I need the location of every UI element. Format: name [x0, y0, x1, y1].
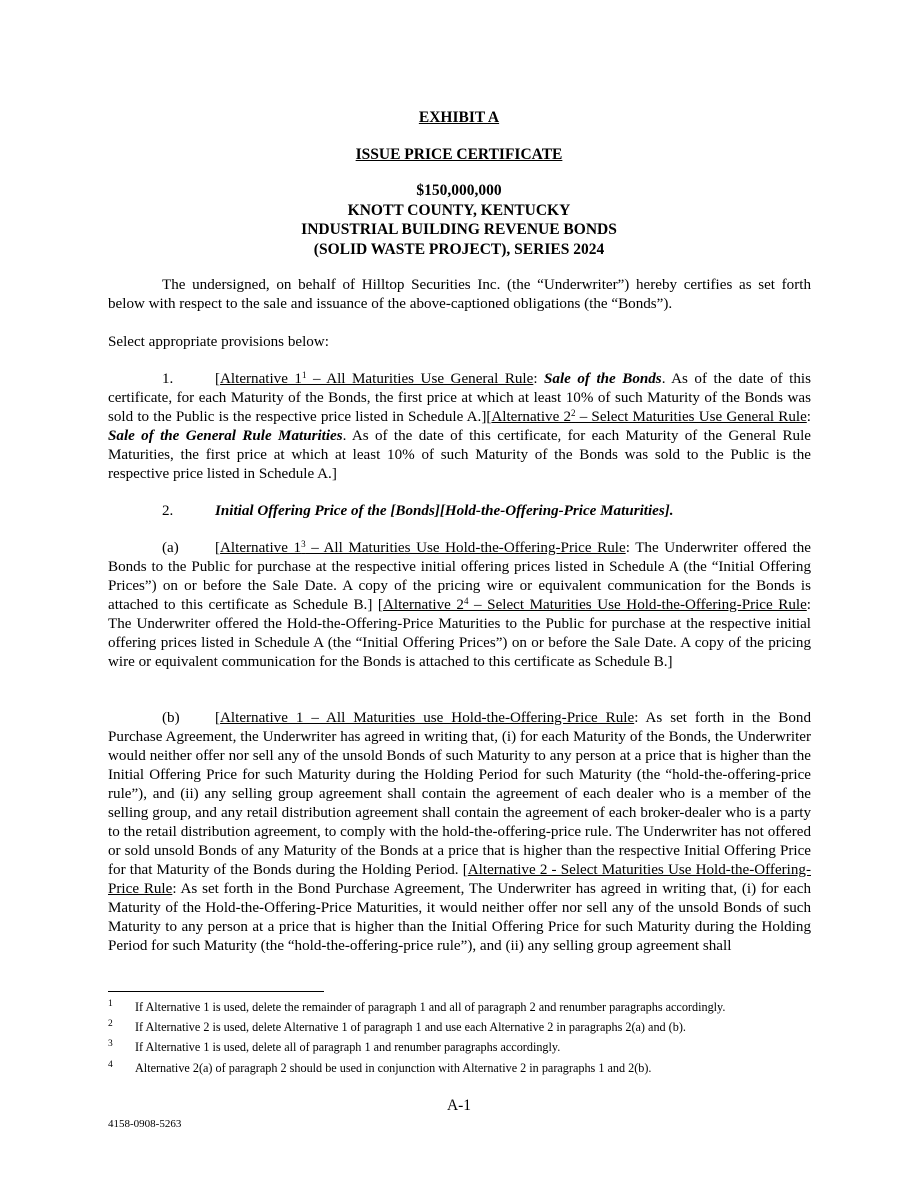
caption-series: (SOLID WASTE PROJECT), SERIES 2024: [313, 240, 605, 258]
p1-alternative-1-heading: Sale of the Bonds: [544, 371, 662, 387]
p2b-alternative-1-label: Alternative 1 – All Maturities use Hold-the-Offering-Price Rule: [220, 710, 635, 726]
footnote-ref-3: 3: [301, 539, 306, 549]
p2b-alternative-2-label: Alternative 2 - Select Maturities Use Hold-the-Offering-Price Rule: [108, 862, 811, 897]
footnote-ref-1: 1: [301, 370, 307, 380]
intro-paragraph: The undersigned, on behalf of Hilltop Securities Inc. (the “Underwriter”) hereby certifies as set forth below with respect to the sale and issuance of the above-captioned obligations (the “Bonds”).: [108, 277, 811, 312]
paragraph-2-number: 2.: [162, 503, 174, 519]
footnote-1: 1 If Alternative 1 is used, delete the remainder of paragraph 1 and all of paragraph 2 and renumber paragraphs accordingly.: [108, 999, 726, 1014]
caption-bond-type: INDUSTRIAL BUILDING REVENUE BONDS: [301, 221, 617, 238]
footnote-4: 4 Alternative 2(a) of paragraph 2 should be used in conjunction with Alternative 2 in paragraphs 1 and 2(b).: [108, 1059, 652, 1075]
select-instruction: Select appropriate provisions below:: [108, 334, 329, 350]
p1-alternative-2-heading: Sale of the General Rule Maturities: [108, 428, 343, 444]
exhibit-heading: EXHIBIT A: [418, 109, 500, 126]
paragraph-2b-number: (b): [162, 710, 180, 726]
p1-alternative-1-label: Alternative $1^1$ – All Maturities Use General Rule: [220, 370, 534, 387]
footnote-3: 3 If Alternative 1 is used, delete all of paragraph 1 and renumber paragraphs accordingly.: [108, 1039, 561, 1055]
document-id: 4158-0908-5263: [108, 1118, 182, 1130]
paragraph-1-number: 1.: [162, 371, 174, 387]
footnote-separator: [108, 991, 324, 992]
caption-issuer: KNOTT COUNTY, KENTUCKY: [347, 201, 571, 219]
certificate-title: ISSUE PRICE CERTIFICATE: [355, 146, 563, 163]
paragraph-2b: (b) [Alternative 1 – All Maturities use Hold-the-Offering-Price Rule: As set forth in the Bond Purchase Agreement, the Underwriter has agreed in writing that, (i) for each Maturity of the Bonds, the Underwriter would neither offer nor sell any of the unsold Bonds of such Maturity to any person at a price that is higher than the Initial Offering Price for such Maturity during the Holding Period for such Maturity (the “hold-the-offering-price rule”), and (ii) any selling group agreement shall contain the agreement of each dealer who is a member of the selling group, and any retail distribution agreement shall contain the agreement of each broker-dealer who is a party to the retail distribution agreement, to comply with the hold-the-offering-price rule. The Underwriter has not offered or sold unsold Bonds of any Maturity of the Bonds at a price that is higher than the respective Initial Offering Price for that Maturity of the Bonds during the Holding Period. [Alternative 2 - Select Maturities Use Hold-the-Offering-Price Rule: As set forth in the Bond Purchase Agreement, The Underwriter has agreed in writing that, (i) for each Maturity of the Hold-the-Offering-Price Maturities, it would neither offer nor sell any of the unsold Bonds of such Maturity to any person at a price that is higher than the Initial Offering Price for such Maturity during the Holding Period for such Maturity (the “hold-the-offering-price rule”), and (ii) any selling group agreement shall: [108, 710, 811, 954]
footnote-2: 2 If Alternative 2 is used, delete Alternative 1 of paragraph 1 and use each Alternative 2 in paragraphs 2(a) and (b).: [108, 1019, 686, 1035]
p2a-alternative-1-label: Alternative $1^3$ – All Maturities Use Hold-the-Offering-Price Rule: [220, 539, 626, 556]
paragraph-2-heading: [108, 502, 811, 521]
footnote-ref-4: 4: [463, 596, 469, 606]
paragraph-2a: (a) [Alternative $1^3$ – All Maturities Use Hold-the-Offering-Price Rule: The Underwriter offered the Bonds to the Public for purchase at the respective initial offering prices listed in Schedule A (the “Initial Offering Prices”) on or before the Sale Date. A copy of the pricing wire or equivalent communication for the Bonds is attached to this certificate as Schedule B.] [Alternative $2^4$ – Select Maturities Use Hold-the-Offering-Price Rule: The Underwriter offered the Hold-the-Offering-Price Maturities to the Public for purchase at the respective initial offering prices listed in Schedule A (the “Initial Offering Prices”) on or before the Sale Date. A copy of the pricing wire or equivalent communication for the Bonds is attached to this certificate as Schedule B.]: [108, 539, 812, 670]
page-number: A-1: [446, 1097, 472, 1114]
footnotes: [108, 1000, 818, 1081]
p2a-alternative-2-label: Alternative $2^4$ – Select Maturities Use Hold-the-Offering-Price Rule: [382, 596, 807, 613]
paragraph-2-title: Initial Offering Price of the [Bonds][Hold-the-Offering-Price Maturities].: [215, 503, 674, 519]
footnote-ref-2: 2: [571, 408, 576, 418]
paragraph-1: 1. [Alternative $1^1$ – All Maturities Use General Rule: Sale of the Bonds. As of the date of this certificate, for each Maturity of the Bonds, the first price at which at least 10% of such Maturity of the Bonds was sold to the Public is the respective price listed in Schedule A.][Alternative $2^2$ – Select Maturities Use General Rule: Sale of the General Rule Maturities. As of the date of this certificate, for each Maturity of the General Rule Maturities, the first price at which at least 10% of such Maturity of the Bonds was sold to the Public is the respective price listed in Schedule A.]: [108, 370, 811, 482]
bond-caption: [0, 181, 918, 259]
p1-alternative-2-label: Alternative $2^2$ – Select Maturities Use General Rule: [491, 408, 807, 425]
paragraph-2a-number: (a): [162, 540, 179, 556]
caption-amount: $150,000,000: [416, 182, 502, 199]
